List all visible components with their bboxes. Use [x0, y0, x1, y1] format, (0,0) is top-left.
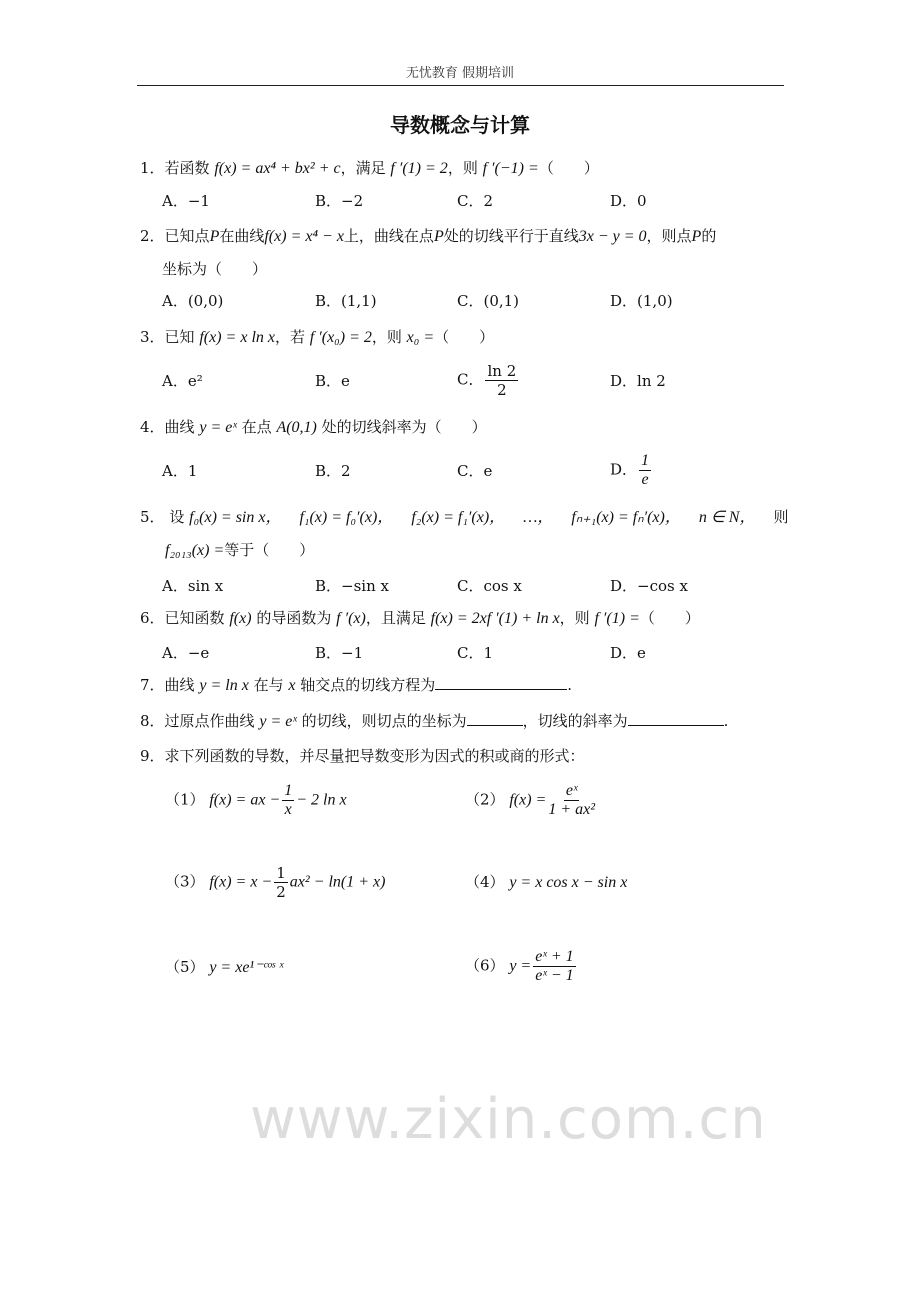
denominator: e: [641, 471, 649, 488]
option-d: [610, 452, 653, 489]
q-math: P: [433, 228, 444, 245]
question-9: [140, 746, 585, 766]
q-math: P: [209, 228, 220, 245]
q-number: 7．: [140, 676, 165, 694]
header-divider: [137, 85, 784, 86]
q-text: 求下列函数的导数，并尽量把导数变形为因式的积或商的形式：: [164, 747, 585, 765]
q-math: 3x − y = 0: [578, 228, 647, 245]
q-text: ，若: [275, 328, 306, 346]
q-text: 已知: [164, 328, 195, 346]
part-4: [465, 872, 627, 893]
numerator: 1: [284, 782, 293, 799]
q-math: f(x) = x −: [209, 873, 273, 891]
q-text: ，且满足: [365, 609, 426, 627]
numerator: 1: [641, 452, 650, 469]
q-text: 若函数: [164, 159, 210, 177]
q-math: n ∈ N，: [698, 509, 756, 526]
denominator: eˣ − 1: [535, 967, 574, 984]
q-math: …，: [523, 509, 554, 526]
part-6: [465, 948, 578, 985]
denominator: 2: [497, 381, 507, 399]
numerator: eˣ: [565, 782, 578, 799]
fraction: [274, 864, 288, 901]
answer-blank[interactable]: [435, 675, 567, 690]
watermark: www.zixin.com.cn: [250, 1087, 767, 1152]
option-d: D．(1,0): [610, 292, 673, 310]
q-text: （ ）: [434, 328, 495, 346]
option-c: C．(0,1): [457, 292, 520, 310]
q-math: P: [691, 228, 702, 245]
question-6: [140, 608, 700, 629]
fraction: [548, 782, 595, 819]
part-label: （4）: [465, 873, 505, 891]
q-math: f(x) =: [509, 791, 547, 809]
part-label: （3）: [165, 872, 205, 891]
part-label: （5）: [165, 958, 205, 976]
q-text: ，则: [371, 328, 402, 346]
q-number: 5．: [140, 508, 165, 526]
option-a: A．1: [162, 462, 198, 480]
q-number: 2．: [140, 227, 165, 245]
q-text: 曲线: [164, 676, 195, 694]
q-text: ，则点: [646, 227, 692, 245]
q-text: 在曲线: [219, 227, 265, 245]
numerator: 1: [276, 864, 286, 882]
option-label: C．: [457, 370, 484, 389]
part-label: （1）: [165, 790, 205, 809]
q-math: fₙ₊₁(x) = fₙ′(x)，: [571, 509, 681, 526]
q-text: 等于（ ）: [224, 541, 315, 559]
q-math: f ′(x₀) = 2: [309, 329, 372, 346]
option-b: B．2: [315, 462, 351, 480]
option-c: C．e: [457, 462, 493, 480]
q-math: y = x cos x − sin x: [509, 874, 628, 891]
q-math: − 2 ln x: [296, 791, 347, 809]
q-math: f₂₀₁₃(x) =: [165, 542, 225, 559]
q-math: f ′(x): [336, 610, 366, 627]
q-math: f(x) = x⁴ − x: [264, 228, 344, 245]
q-text: ，则: [559, 609, 590, 627]
option-b: B．−2: [315, 192, 364, 210]
q-math: f₀(x) = sin x，: [189, 509, 282, 526]
q-text: （ ）: [639, 609, 700, 627]
q-number: 1．: [140, 159, 165, 177]
option-d: D．ln 2: [610, 372, 666, 390]
q-math: ax² − ln(1 + x): [289, 873, 386, 891]
q-text: 上，曲线在点: [343, 227, 434, 245]
q-math: f(x): [229, 610, 252, 627]
option-label: D．: [610, 460, 638, 479]
q-text: ，满足: [340, 159, 386, 177]
part-2: [465, 782, 597, 819]
q-math: x: [288, 677, 296, 694]
denominator: x: [284, 801, 292, 818]
option-d: D．e: [610, 644, 646, 662]
q-math: f₂(x) = f₁′(x)，: [411, 509, 506, 526]
q-text: 处的切线斜率为（ ）: [321, 418, 487, 436]
q-text: 坐标为（ ）: [162, 260, 268, 278]
q-text: 的: [701, 227, 717, 245]
question-8: [140, 711, 728, 732]
fraction: [533, 948, 575, 985]
q-number: 4．: [140, 418, 165, 436]
q-text: （ ）: [538, 159, 599, 177]
q-number: 8．: [140, 712, 165, 730]
answer-blank[interactable]: [628, 711, 724, 726]
q-text: 的导函数为: [256, 609, 332, 627]
q-text: 则: [773, 508, 789, 526]
page-title: 导数概念与计算: [390, 113, 530, 137]
question-5-cont: [165, 540, 314, 561]
q-number: 9．: [140, 747, 165, 765]
question-4: [140, 417, 487, 438]
q-math: y = eˣ: [199, 419, 237, 436]
q-text: 过原点作曲线: [164, 712, 255, 730]
option-b: B．−sin x: [315, 577, 389, 595]
q-math: y =: [509, 957, 532, 975]
q-math: f(x) = ax⁴ + bx² + c: [214, 160, 341, 177]
numerator: ln 2: [487, 362, 517, 380]
page-header: 无忧教育 假期培训: [405, 66, 515, 81]
option-a: A．−e: [162, 644, 210, 662]
q-math: y = ln x: [199, 677, 249, 694]
option-d: D．−cos x: [610, 577, 688, 595]
q-text: ，切线的斜率为: [522, 712, 628, 730]
part-label: （2）: [465, 790, 505, 809]
q-number: 6．: [140, 609, 165, 627]
q-text: 曲线: [164, 418, 195, 436]
denominator: 1 + ax²: [548, 801, 596, 818]
q-text: 的切线，则切点的坐标为: [301, 712, 467, 730]
question-3: [140, 327, 494, 348]
option-a: A．e²: [162, 372, 203, 390]
part-5: [165, 957, 283, 978]
part-1: [165, 782, 347, 819]
q-text: 在与: [253, 676, 284, 694]
q-math: f(x) = ax −: [209, 791, 281, 809]
q-math: y = xe¹⁻ᶜᵒˢ ˣ: [209, 959, 284, 976]
option-c: C．cos x: [457, 577, 522, 595]
option-c: [457, 362, 520, 399]
option-b: B．e: [315, 372, 350, 390]
fraction: [639, 452, 651, 489]
part-3: [165, 864, 385, 901]
question-1: [140, 158, 599, 179]
q-math: f ′(1) =: [594, 610, 640, 627]
option-a: A．(0,0): [162, 292, 224, 310]
fraction: [485, 362, 518, 399]
answer-blank[interactable]: [467, 711, 523, 726]
q-text: 已知点: [164, 227, 210, 245]
denominator: 2: [276, 883, 286, 901]
q-math: f ′(1) = 2: [390, 160, 448, 177]
q-text: 已知函数: [164, 609, 225, 627]
fraction: [282, 782, 294, 819]
numerator: eˣ + 1: [535, 948, 574, 965]
q-math: y = eˣ: [259, 713, 297, 730]
option-c: C．2: [457, 192, 494, 210]
option-c: C．1: [457, 644, 494, 662]
q-text: .: [567, 676, 573, 694]
option-a: A．−1: [162, 192, 210, 210]
q-math: f ′(−1) =: [482, 160, 539, 177]
q-math: f(x) = x ln x: [199, 329, 275, 346]
q-text: 轴交点的切线方程为: [300, 676, 436, 694]
q-text: ，则: [447, 159, 478, 177]
q-text: 设: [169, 508, 185, 526]
option-a: A．sin x: [162, 577, 224, 595]
q-text: .: [723, 712, 729, 730]
q-math: f(x) = 2xf ′(1) + ln x: [430, 610, 560, 627]
q-number: 3．: [140, 328, 165, 346]
q-text: 处的切线平行于直线: [443, 227, 579, 245]
q-math: x₀ =: [406, 329, 435, 346]
option-b: B．(1,1): [315, 292, 377, 310]
question-7: [140, 675, 572, 696]
q-math: A(0,1): [276, 419, 317, 436]
question-2: [140, 226, 716, 247]
question-5: [140, 507, 807, 528]
part-label: （6）: [465, 956, 505, 975]
option-d: D．0: [610, 192, 647, 210]
q-math: f₁(x) = f₀′(x)，: [299, 509, 394, 526]
q-text: 在点: [241, 418, 272, 436]
option-b: B．−1: [315, 644, 364, 662]
